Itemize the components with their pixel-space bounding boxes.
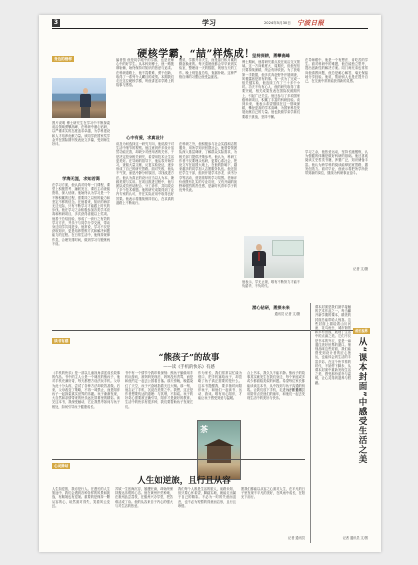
paper-name-logo: 宁波日报 [297, 19, 325, 27]
slide-screen [272, 240, 304, 256]
right-vertical-title: 从“课本封面”中感受生活之美 [357, 337, 367, 465]
section-label-middle: 读书有感 [54, 339, 69, 343]
middle-headline: “熊孩子”的故事 [158, 353, 220, 363]
top-col2-text-a [116, 58, 174, 132]
bottom-byline: 记者 通讯员 [288, 536, 305, 540]
section-title: 学习 [202, 19, 216, 27]
person-figure [79, 88, 92, 118]
bottom-col1-text [52, 487, 110, 543]
middle-byline: 记者 通讯员 [288, 388, 305, 392]
masthead-rule [52, 28, 368, 29]
masthead [39, 15, 381, 29]
newspaper-page [39, 15, 381, 552]
middle-subhead: ——读《手机的快乐》有感 [163, 365, 215, 370]
top-col1-text-a [52, 121, 110, 173]
right-col-text [315, 305, 351, 535]
issue-date: 2024年5月30日 [264, 21, 291, 25]
section-label-bottom: 心灵驿站 [54, 464, 69, 468]
right-column-divider [310, 303, 311, 543]
top-byline-2: 通讯员 记者 文/摄 [274, 312, 300, 316]
top-subhead-4: 学海无涯，求知若渴 [62, 176, 100, 181]
book-cover-image [197, 420, 241, 480]
middle-col1-text [52, 371, 120, 491]
bottom-headline: 人生如逆旅，且行且从容 [137, 476, 231, 486]
top-story-photo-2 [244, 236, 304, 278]
bottom-col4-text [241, 487, 305, 535]
top-col4-text-b [242, 280, 300, 302]
section-label-right: 成长视界 [355, 329, 368, 333]
middle-col2-text [125, 371, 193, 491]
book-cover-title: 茶 [200, 424, 208, 434]
top-col4-text-a [242, 60, 300, 248]
top-subhead-3: 潜心钻研，勇探未来 [252, 305, 290, 310]
top-col5-text-a [305, 58, 368, 148]
top-col2-text-b [116, 142, 174, 330]
bottom-col3-text [178, 487, 236, 543]
right-byline: 记者 通讯员 文/图 [342, 536, 368, 540]
book-cover-house [207, 445, 231, 463]
top-story-photo [52, 78, 106, 118]
speaker-figure [252, 244, 266, 278]
page-number-badge: 3 [53, 19, 59, 26]
top-col1-text-b [52, 183, 110, 319]
top-col5-text-b [305, 150, 368, 250]
section-label-top: 身边的榜样 [54, 57, 72, 61]
divider-2 [52, 459, 305, 460]
top-headline: 硬核学霸，“喆”样炼成！ [137, 49, 255, 60]
bottom-col2-text [115, 487, 173, 543]
top-col3-text-a [179, 58, 237, 132]
top-subhead-2: 坚持深耕，勇攀高峰 [252, 53, 290, 58]
top-subhead-1: 心中有爱，求真设计 [126, 135, 164, 140]
top-byline-1: 记者 文/摄 [353, 267, 368, 271]
top-col3-text-b [179, 142, 237, 330]
